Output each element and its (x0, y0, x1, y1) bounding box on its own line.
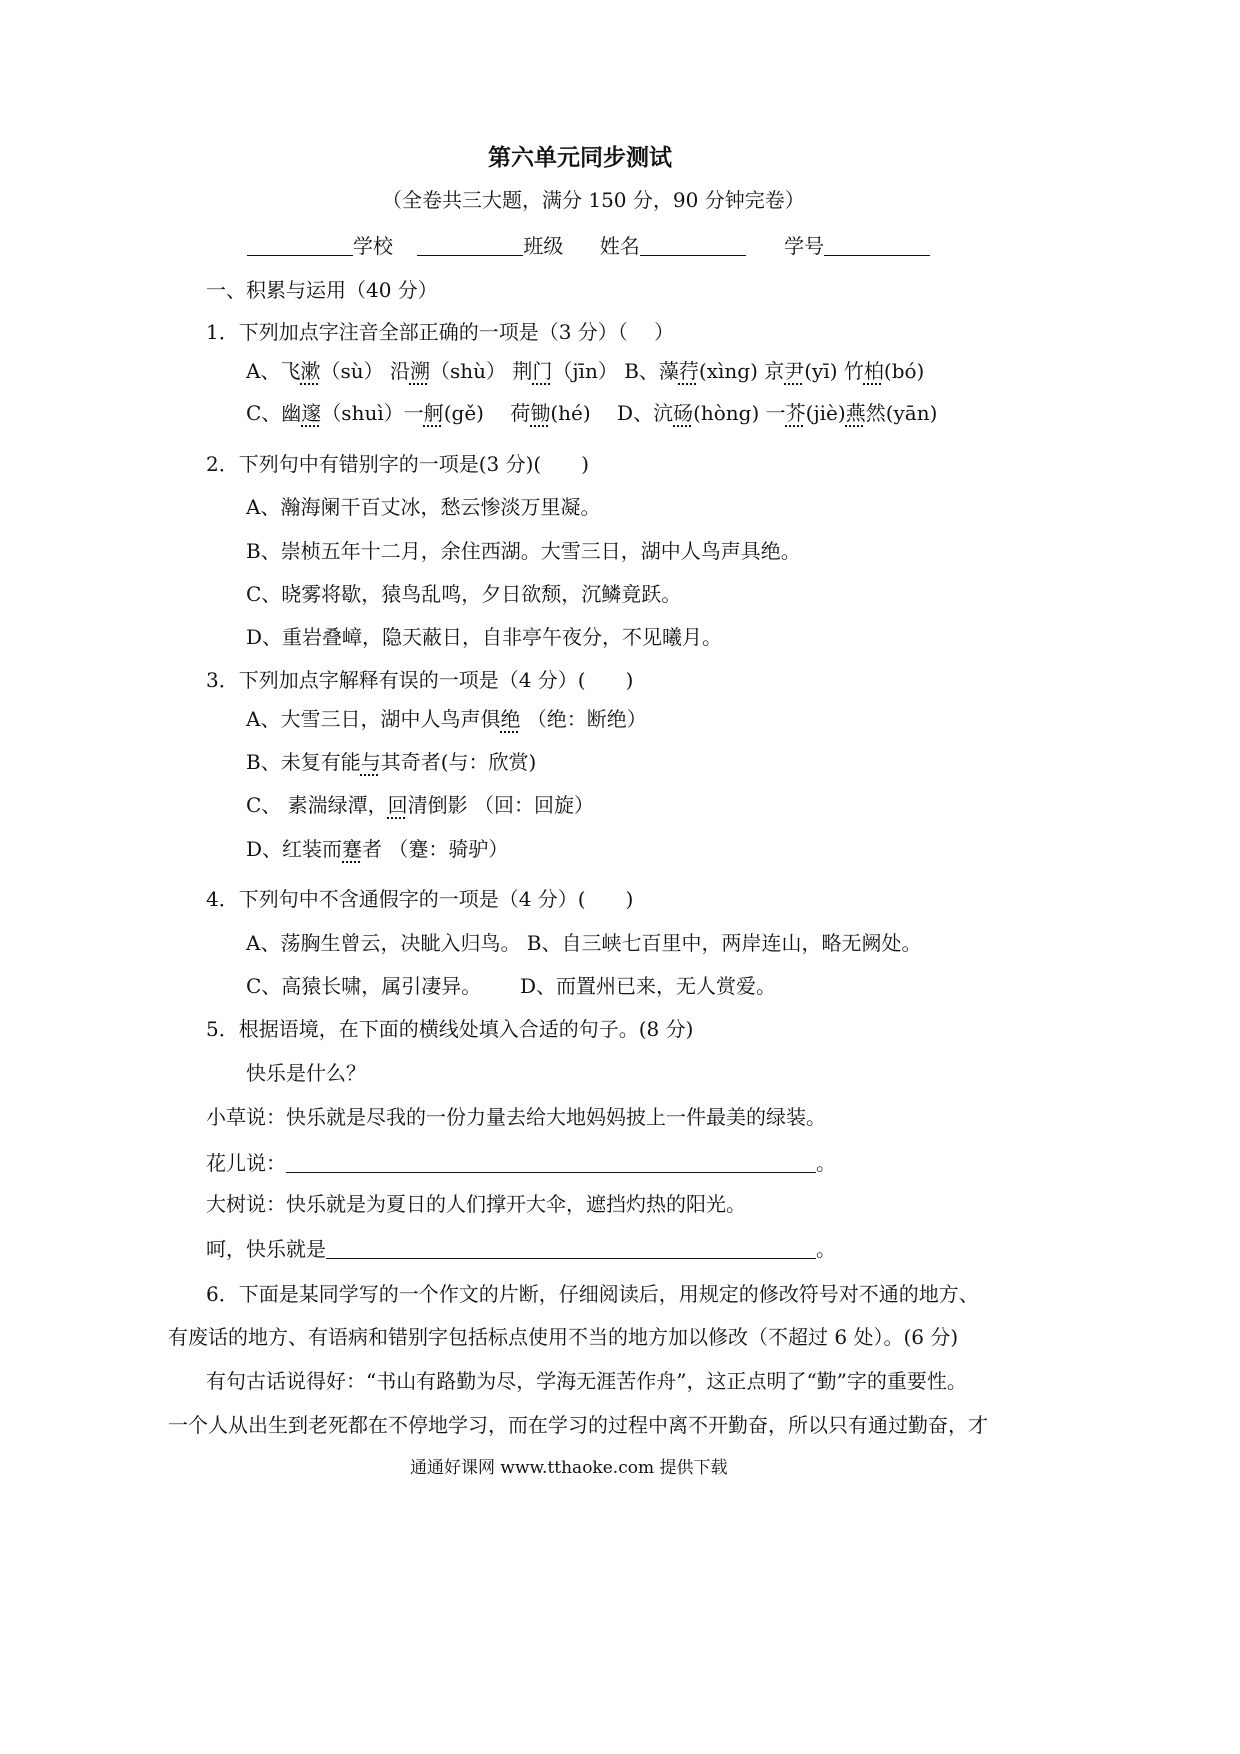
question-2-option-d: D、重岩叠嶂，隐天蔽日，自非亭午夜分，不见曦月。 (246, 625, 723, 649)
question-3-option-d: D、红装而蹇者 （蹇：骑驴） (246, 837, 509, 861)
section-heading: 一、积累与运用（40 分） (206, 278, 438, 302)
final-answer-blank[interactable] (326, 1236, 816, 1259)
question-3-option-b: B、未复有能与其奇者(与：欣赏) (246, 750, 537, 774)
question-3-option-c: C、 素湍绿潭，回清倒影 （回：回旋） (246, 793, 595, 817)
question-2-option-b: B、崇桢五年十二月，余住西湖。大雪三日，湖中人鸟声具绝。 (246, 539, 801, 563)
question-6-stem-line1: 6．下面是某同学写的一个作文的片断，仔细阅读后，用规定的修改符号对不通的地方、 (206, 1282, 979, 1306)
question-5-grass-line: 小草说：快乐就是尽我的一份力量去给大地妈妈披上一件最美的绿装。 (206, 1105, 826, 1129)
question-6-passage-line1: 有句古话说得好：“书山有路勤为尽，学海无涯苦作舟”，这正点明了“勤”字的重要性。 (206, 1369, 967, 1393)
question-2-option-a: A、瀚海阑干百丈冰，愁云惨淡万里凝。 (246, 495, 601, 519)
question-1-options-ab: A、飞漱（sù） 沿溯（shù） 荆门（jīn） B、藻荇(xìng) 京尹(yī) 竹柏(bó) (246, 359, 925, 383)
question-4-options-ab: A、荡胸生曾云，决眦入归鸟。 B、自三峡七百里中，两岸连山，略无阙处。 (246, 931, 922, 955)
question-1-options-cd: C、幽邃（shuì）一舸(gě) 荷锄(hé) D、沆砀(hòng) 一芥(jiè)燕然(yān) (246, 401, 938, 425)
final-label: 呵，快乐就是 (206, 1237, 326, 1261)
question-3-option-a: A、大雪三日，湖中人鸟声俱绝 （绝：断绝） (246, 707, 647, 731)
page-title: 第六单元同步测试 (488, 144, 672, 171)
name-blank[interactable] (640, 233, 746, 256)
question-5-prompt: 快乐是什么？ (246, 1061, 366, 1085)
school-blank[interactable] (247, 233, 353, 256)
student-info-row (247, 232, 930, 260)
question-4-option-d: D、而置州已来，无人赏爱。 (520, 974, 777, 998)
question-5-flower-line: 花儿说： 。 (206, 1151, 836, 1175)
question-3-stem: 3．下列加点字解释有误的一项是（4 分）( ) (206, 668, 634, 692)
page-footer: 通通好课网 www.tthaoke.com 提供下载 (410, 1458, 728, 1478)
question-5-stem: 5．根据语境，在下面的横线处填入合适的句子。(8 分) (206, 1017, 694, 1041)
school-label: 学校 (353, 234, 393, 258)
question-5-final-line: 呵，快乐就是 。 (206, 1237, 836, 1261)
student-id-label: 学号 (784, 234, 825, 258)
name-label: 姓名 (599, 234, 640, 258)
question-6-stem-line2: 有废话的地方、有语病和错别字包括标点使用不当的地方加以修改（不超过 6 处）。(6 分) (168, 1325, 959, 1349)
exam-subtitle: （全卷共三大题，满分 150 分，90 分钟完卷） (382, 188, 805, 212)
student-id-blank[interactable] (824, 233, 930, 256)
question-2-option-c: C、晓雾将歇，猿鸟乱鸣，夕日欲颓，沉鳞竟跃。 (246, 582, 682, 606)
question-1-stem: 1．下列加点字注音全部正确的一项是（3 分）（ ） (206, 320, 675, 344)
question-2-stem: 2．下列句中有错别字的一项是(3 分)( ) (206, 452, 590, 476)
flower-answer-blank[interactable] (286, 1150, 816, 1173)
class-label: 班级 (523, 234, 564, 258)
question-4-stem: 4．下列句中不含通假字的一项是（4 分）( ) (206, 887, 634, 911)
class-blank[interactable] (417, 233, 523, 256)
question-6-passage-line2: 一个人从出生到老死都在不停地学习，而在学习的过程中离不开勤奋，所以只有通过勤奋，才 (168, 1413, 988, 1437)
flower-label: 花儿说： (206, 1151, 286, 1175)
question-5-tree-line: 大树说：快乐就是为夏日的人们撑开大伞，遮挡灼热的阳光。 (206, 1192, 746, 1216)
question-4-option-c: C、高猿长啸，属引凄异。 (246, 974, 482, 998)
